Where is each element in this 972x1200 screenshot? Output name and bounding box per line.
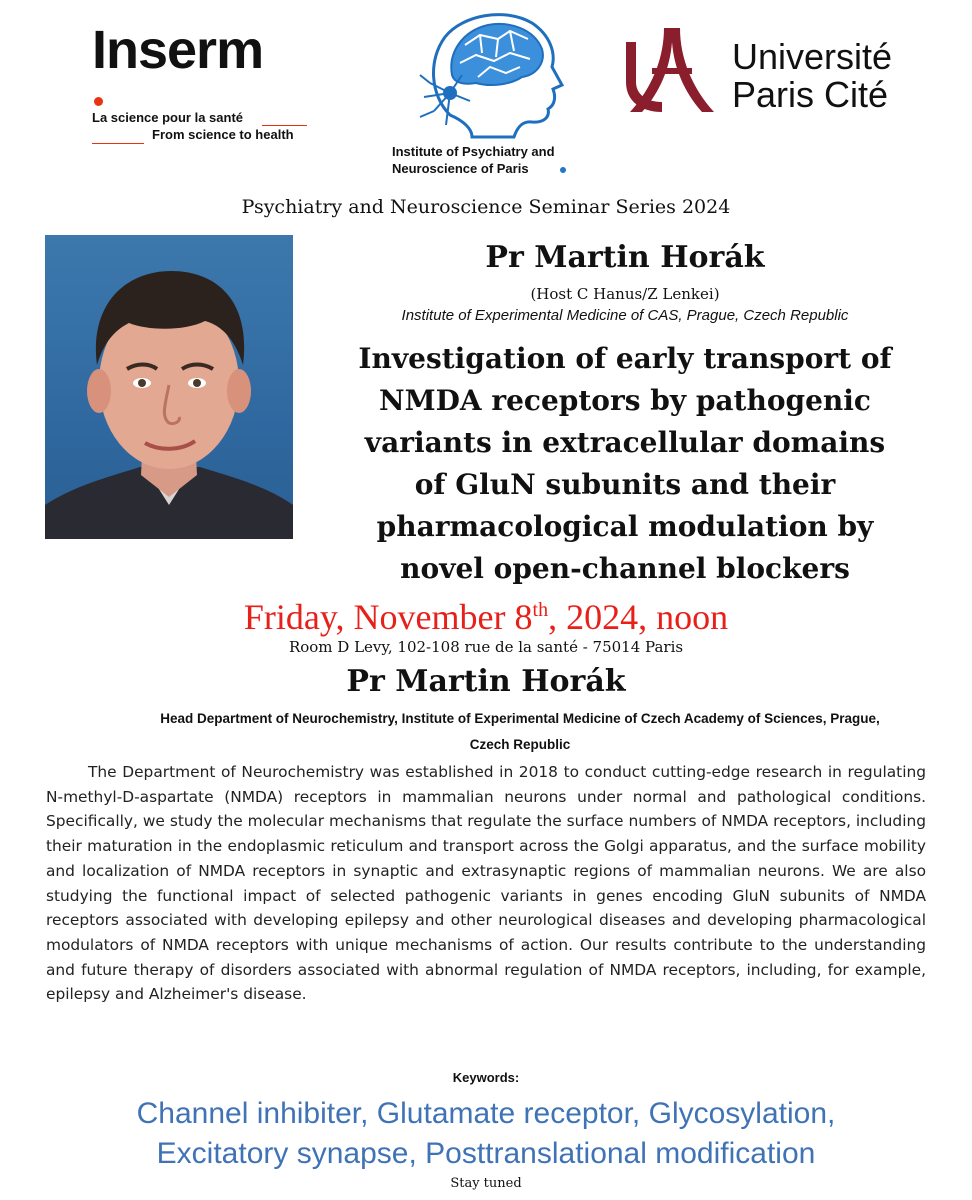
speaker-institute: Institute of Experimental Medicine of CAS, Prague, Czech Republic — [401, 307, 849, 324]
bio-position-line2: Czech Republic — [469, 737, 571, 752]
bio-position-line1: Head Department of Neurochemistry, Institute of Experimental Medicine of Czech Academy of Sciences, Prague, — [160, 711, 880, 726]
inserm-rule-top — [262, 125, 307, 126]
keywords-line2: Excitatory synapse, Posttranslational modification — [156, 1137, 816, 1170]
event-date — [0, 596, 972, 638]
speaker-portrait — [45, 235, 293, 539]
speaker-name: Pr Martin Horák — [485, 240, 765, 275]
ipnp-name-line1: Institute of Psychiatry and — [392, 144, 555, 159]
upc-name-line2: Paris Cité — [732, 74, 889, 115]
ipnp-name-line2: Neuroscience of Paris — [392, 161, 529, 176]
host-line: (Host C Hanus/Z Lenkei) — [530, 285, 720, 303]
talk-title-line: NMDA receptors by pathogenic — [379, 384, 871, 417]
talk-title-line: of GluN subunits and their — [414, 468, 836, 501]
inserm-wordmark: Inserm — [92, 20, 264, 80]
talk-title — [325, 338, 925, 590]
eiffel-arch-icon — [622, 28, 718, 114]
inserm-tagline-fr: La science pour la santé — [92, 110, 244, 125]
talk-title-line: novel open-channel blockers — [400, 552, 850, 585]
bio-position — [80, 706, 960, 758]
portrait-illustration — [45, 235, 293, 539]
inserm-dot — [94, 97, 103, 106]
ipnp-logo — [385, 5, 585, 183]
inserm-tagline-en: From science to health — [152, 127, 294, 142]
ipnp-dot — [560, 167, 566, 173]
series-title: Psychiatry and Neuroscience Seminar Series 2024 — [241, 196, 731, 218]
event-room: Room D Levy, 102-108 rue de la santé - 75014 Paris — [288, 638, 684, 656]
date-ordinal: th — [532, 599, 549, 621]
talk-title-line: Investigation of early transport of — [358, 342, 892, 375]
footer-stay-tuned: Stay tuned — [450, 1176, 522, 1191]
abstract-text: The Department of Neurochemistry was established in 2018 to conduct cutting-edge research in regulating N-methyl-D-aspartate (NMDA) receptors in mammalian neurons under normal and pathological conditions. Specifically, we study the molecular mechanisms that regulate the surface numbers of NMDA receptors, including their maturation in the endoplasmic reticulum and transport across the Golgi apparatus, and the surface mobility and localization of NMDA receptors in synaptic and extrasynaptic regions of mammalian neurons. We are also studying the functional impact of selected pathogenic variants in genes encoding GluN subunits of NMDA receptors associated with developing epilepsy and other neurological diseases and developing pharmacological modulators of NMDA receptors with unique mechanisms of action. Our results contribute to the understanding and future therapy of disorders associated with abnormal regulation of NMDA receptors, including, for example, epilepsy and Alzheimer's disease. — [46, 763, 926, 1004]
keywords-label: Keywords: — [452, 1070, 520, 1085]
talk-title-line: pharmacological modulation by — [376, 510, 874, 543]
date-rest: , 2024, noon — [548, 597, 729, 637]
talk-title-line: variants in extracellular domains — [364, 426, 886, 459]
inserm-logo — [92, 22, 332, 152]
upc-logo — [622, 28, 922, 118]
inserm-rule-bottom — [92, 143, 144, 144]
brain-head-icon — [410, 5, 570, 140]
keywords-line1: Channel inhibiter, Glutamate receptor, Glycosylation, — [136, 1097, 836, 1130]
keywords-list — [20, 1094, 952, 1174]
date-prefix: Friday, November 8 — [243, 597, 533, 637]
upc-name-line1: Université — [732, 36, 893, 77]
bio-speaker-name: Pr Martin Horák — [346, 664, 626, 699]
